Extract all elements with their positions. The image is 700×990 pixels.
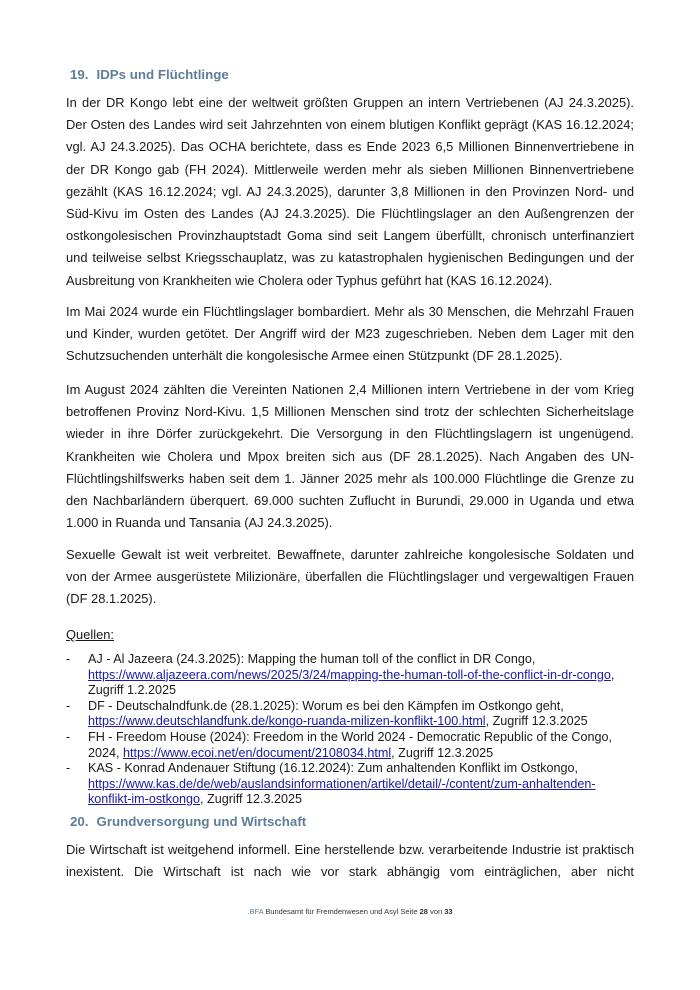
text-line: betroffenen Provinz Nord-Kivu. 1,5 Millionen Menschen sind trotz der schlechten Sicherheitslage: [66, 404, 634, 420]
sources-list: [66, 652, 666, 808]
list-dash: -: [66, 652, 71, 666]
text-line: Krankheiten wie Cholera und Mpox breiten sich aus (DF 28.1.2025). Nach Angaben des UN-: [66, 448, 634, 464]
text-line: Schutzsuchenden unterhält die kongolesische Armee einen Stützpunkt (DF 28.1.2025).: [66, 348, 563, 364]
text-line: (DF 28.1.2025).: [66, 591, 157, 607]
footer-page-label: Seite: [400, 907, 418, 916]
text-line: Süd-Kivu im Osten des Landes (AJ 24.3.2025). Die Flüchtlingslager an den Außengrenzen der: [66, 205, 634, 221]
text-line: Im Mai 2024 wurde ein Flüchtlingslager bombardiert. Mehr als 30 Menschen, die Mehrzahl Frauen: [66, 304, 634, 319]
text-line: wieder in ihre Dörfer zurückgekehrt. Die Versorgung in den Flüchtlingslagern ist ungenügend.: [66, 426, 634, 442]
list-dash: -: [66, 729, 71, 744]
source-text: KAS - Konrad Andenauer Stiftung (16.12.2024): Zum anhaltenden Konflikt im Ostkongo,: [88, 761, 579, 776]
text-line: von der Armee ausgerüstete Milizionäre, überfallen die Flüchtlingslager und vergewaltigen Frauen: [66, 569, 634, 585]
section-heading-20: [70, 814, 306, 829]
source-link[interactable]: https://www.aljazeera.com/news/2025/3/24/mapping-the-human-toll-of-the-conflict-in-dr-congo: [88, 667, 611, 682]
source-link[interactable]: https://www.kas.de/de/web/auslandsinformationen/artikel/detail/-/content/zum-anhaltenden-: [88, 776, 596, 791]
paragraph-2: [66, 301, 634, 368]
source-text: AJ - Al Jazeera (24.3.2025): Mapping the human toll of the conflict in DR Congo,: [88, 652, 536, 666]
source-link[interactable]: https://www.deutschlandfunk.de/kongo-ruanda-milizen-konflikt-100.html: [88, 714, 486, 729]
text-line: und teilweise selbst Kriegsschauplatz, was zu katastrophalen hygienischen Bedingungen und der: [66, 250, 634, 266]
source-year: 2024,: [88, 745, 124, 760]
text-line: Ausbreitung von Krankheiten wie Cholera oder Typhus geführt hat (KAS 16.12.2024).: [66, 272, 553, 288]
source-item-aj: [66, 652, 666, 699]
paragraph-20: [66, 839, 634, 883]
source-item-df: [66, 699, 666, 730]
text-line: inexistent. Die Wirtschaft ist nach wie vor stark abhängig vom einträglichen, aber nicht: [66, 864, 634, 880]
text-line: Der Osten des Landes wird seit Jahrzehnten von einem blutigen Konflikt geprägt (KAS 16.12.2024;: [66, 117, 634, 133]
bfa-logo: .BFA: [247, 907, 264, 916]
list-dash: -: [66, 761, 71, 776]
text-line: 1.000 in Ruanda und Tansania (AJ 24.3.2025).: [66, 515, 333, 531]
paragraph-1: [66, 92, 634, 292]
text-line: und Kinder, wurden getötet. Der Angriff wird der M23 zugeschrieben. Neben dem Lager mit den: [66, 326, 634, 342]
section-number: 19.: [70, 67, 89, 82]
list-dash: -: [66, 698, 71, 713]
section-title: IDPs und Flüchtlinge: [96, 67, 229, 82]
source-item-kas: [66, 761, 666, 808]
source-text: FH - Freedom House (2024): Freedom in the World 2024 - Democratic Republic of the Congo,: [88, 729, 613, 744]
footer-org: Bundesamt für Fremdenwesen und Asyl: [265, 907, 399, 916]
text-line: vgl. AJ 24.3.2025). Das OCHA berichtete, dass es Ende 2023 6,5 Millionen Binnenvertriebene in: [66, 139, 634, 155]
text-line: gezählt (KAS 16.12.2024; vgl. AJ 24.3.2025), darunter 3,8 Millionen in den Provinzen Nord- und: [66, 183, 634, 199]
page-number: 28: [419, 907, 428, 916]
source-text: DF - Deutschalndfunk.de (28.1.2025): Worum es bei den Kämpfen im Ostkongo geht,: [88, 698, 564, 713]
text-line: Flüchtlingshilfswerks haben seit dem 1. Jänner 2025 mehr als 100.000 Flüchtlinge die Grenze zu: [66, 470, 634, 486]
section-title: Grundversorgung und Wirtschaft: [96, 814, 307, 829]
paragraph-3: [66, 379, 634, 534]
paragraph-4: [66, 544, 634, 611]
source-access: Zugriff 1.2.2025: [88, 683, 176, 698]
section-number: 20.: [70, 814, 89, 829]
section-heading-19: [70, 67, 229, 82]
source-access: , Zugriff 12.3.2025: [391, 745, 494, 760]
page-footer: [0, 907, 700, 916]
text-line: der DR Kongo gab (FH 2024). Mittlerweile werden mehr als sieben Millionen Binnenvertriebene: [66, 161, 634, 177]
source-link-continued[interactable]: konflikt-im-ostkongo: [88, 792, 200, 807]
source-link[interactable]: https://www.ecoi.net/en/document/2108034.html: [123, 745, 392, 760]
footer-of-label: von: [430, 907, 443, 916]
text-line: In der DR Kongo lebt eine der weltweit größten Gruppen an intern Vertriebenen (AJ 24.3.2025).: [66, 95, 634, 110]
text-line: Die Wirtschaft ist weitgehend informell. Eine herstellende bzw. verarbeitende Industrie ist praktisch: [66, 842, 634, 857]
source-access: , Zugriff 12.3.2025: [200, 792, 302, 807]
text-line: Sexuelle Gewalt ist weit verbreitet. Bewaffnete, darunter zahlreiche kongolesische Soldaten und: [66, 547, 634, 562]
text-line: ostkongolesischen Provinzhauptstadt Goma sind seit Langem überfüllt, chronisch unterfinanziert: [66, 228, 634, 244]
source-access: , Zugriff 12.3.2025: [485, 714, 588, 729]
page-total: 33: [444, 907, 453, 916]
text-line: Im August 2024 zählten die Vereinten Nationen 2,4 Millionen intern Vertriebene in der vom Krieg: [66, 382, 634, 397]
source-punct: ,: [610, 667, 615, 682]
source-item-fh: [66, 730, 666, 761]
sources-heading: Quellen:: [66, 627, 115, 642]
text-line: den Nachbarländern überquert. 69.000 suchten Zuflucht in Burundi, 29.000 in Uganda und etwa: [66, 492, 634, 508]
